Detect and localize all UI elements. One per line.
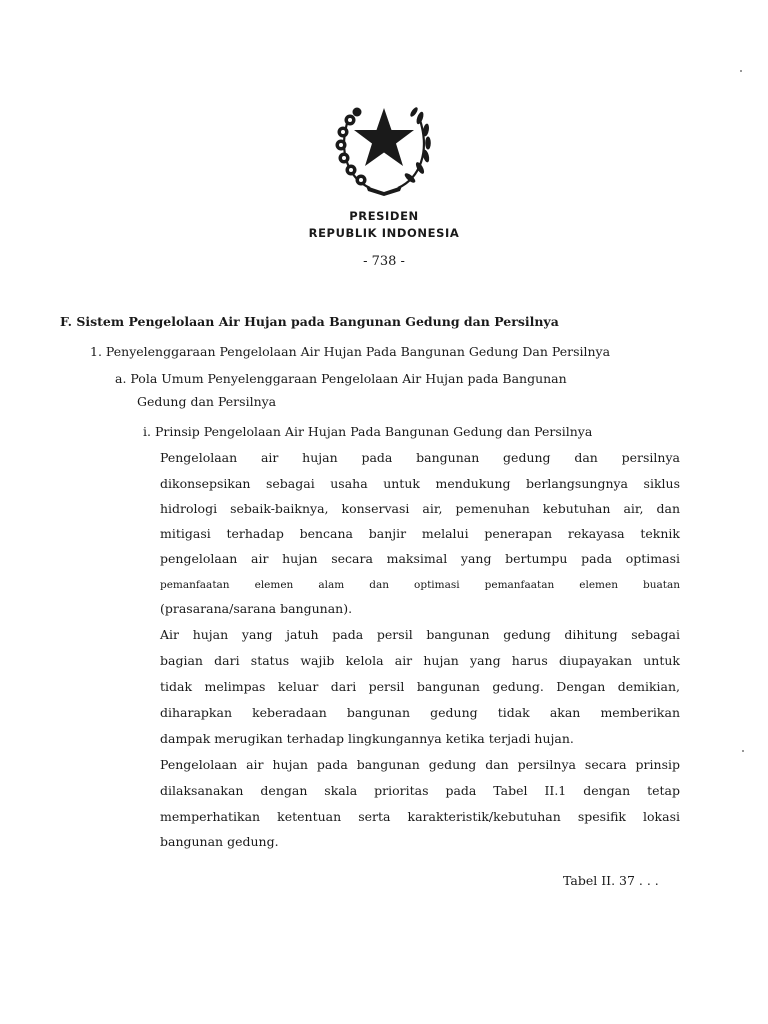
paragraph-2-line: Air hujan yang jatuh pada persil bangunan gedung dihitung sebagai xyxy=(160,627,680,642)
paragraph-2-line: tidak melimpas keluar dari persil bangunan gedung. Dengan demikian, xyxy=(160,679,680,694)
paragraph-1-line: hidrologi sebaik-baiknya, konservasi air, pemenuhan kebutuhan air, dan xyxy=(160,501,680,516)
garuda-star-wreath-emblem-icon xyxy=(330,90,438,198)
paragraph-1-line: Pengelolaan air hujan pada bangunan gedung dan persilnya xyxy=(160,450,680,465)
paragraph-1-line: pengelolaan air hujan secara maksimal yang bertumpu pada optimasi xyxy=(160,551,680,566)
paragraph-2-line: dampak merugikan terhadap lingkungannya ketika terjadi hujan. xyxy=(160,731,574,746)
continuation-note: Tabel II. 37 . . . xyxy=(563,873,659,888)
item-a-line2: Gedung dan Persilnya xyxy=(137,394,277,409)
scan-speck xyxy=(740,70,742,72)
paragraph-3-line: dilaksanakan dengan skala prioritas pada Tabel II.1 dengan tetap xyxy=(160,783,680,798)
header-title-line1: PRESIDEN xyxy=(349,209,419,223)
header-title-line2: REPUBLIK INDONESIA xyxy=(308,226,460,240)
page-number: - 738 - xyxy=(363,254,405,269)
paragraph-1-line: dikonsepsikan sebagai usaha untuk mendukung berlangsungnya siklus xyxy=(160,476,680,491)
item-i-title: i. Prinsip Pengelolaan Air Hujan Pada Bangunan Gedung dan Persilnya xyxy=(143,424,593,439)
paragraph-2-line: diharapkan keberadaan bangunan gedung tidak akan memberikan xyxy=(160,705,680,720)
paragraph-1-line: mitigasi terhadap bencana banjir melalui penerapan rekayasa teknik xyxy=(160,526,680,541)
paragraph-1-line: (prasarana/sarana bangunan). xyxy=(160,601,353,616)
scan-speck xyxy=(742,750,744,752)
paragraph-2-line: bagian dari status wajib kelola air hujan yang harus diupayakan untuk xyxy=(160,653,680,668)
paragraph-1-line: pemanfaatan elemen alam dan optimasi pemanfaatan elemen buatan xyxy=(160,579,680,591)
paragraph-3-line: Pengelolaan air hujan pada bangunan gedung dan persilnya secara prinsip xyxy=(160,757,680,772)
item-a-line1: a. Pola Umum Penyelenggaraan Pengelolaan Air Hujan pada Bangunan xyxy=(115,371,567,386)
paragraph-3-line: memperhatikan ketentuan serta karakteristik/kebutuhan spesifik lokasi xyxy=(160,809,680,824)
paragraph-3-line: bangunan gedung. xyxy=(160,834,279,849)
item-1: 1. Penyelenggaraan Pengelolaan Air Hujan Pada Bangunan Gedung Dan Persilnya xyxy=(90,344,611,359)
section-heading: F. Sistem Pengelolaan Air Hujan pada Bangunan Gedung dan Persilnya xyxy=(60,314,559,329)
